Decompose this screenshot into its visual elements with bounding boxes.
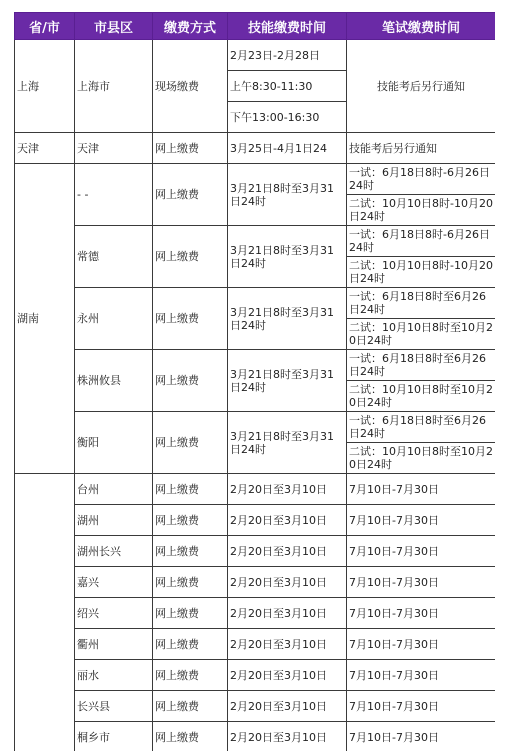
district-cell: 衡阳 [75,412,153,474]
skill-time-cell: 2月20日至3月10日 [228,629,347,660]
written-time-cell: 7月10日-7月30日 [347,629,496,660]
skill-time-cell: 3月25日-4月1日24 [228,133,347,164]
district-cell: 嘉兴 [75,567,153,598]
payment-method-cell: 网上缴费 [153,474,228,505]
written-time-cell: 7月10日-7月30日 [347,660,496,691]
district-cell: 永州 [75,288,153,350]
table-row [15,133,496,164]
district-cell: 桐乡市 [75,722,153,751]
district-cell: 长兴县 [75,691,153,722]
district-cell: 湖州 [75,505,153,536]
skill-time-cell: 2月20日至3月10日 [228,505,347,536]
written-first-cell: 一试：6月18日8时-6月26日24时 [347,164,496,195]
written-time-cell: 7月10日-7月30日 [347,722,496,751]
skill-time-cell: 3月21日8时至3月31日24时 [228,226,347,288]
skill-time-cell: 2月20日至3月10日 [228,660,347,691]
written-first-cell: 一试：6月18日8时-6月26日24时 [347,226,496,257]
payment-method-cell: 网上缴费 [153,288,228,350]
table-row [15,350,496,381]
province-cell [15,474,75,751]
payment-method-cell: 网上缴费 [153,660,228,691]
payment-method-cell: 网上缴费 [153,598,228,629]
table-row [15,629,496,660]
written-first-cell: 一试：6月18日8时至6月26日24时 [347,350,496,381]
table-row [15,505,496,536]
written-first-cell: 一试：6月18日8时至6月26日24时 [347,412,496,443]
payment-method-cell: 网上缴费 [153,350,228,412]
payment-method-cell: 网上缴费 [153,722,228,751]
header-district: 市县区 [75,13,153,40]
table-row [15,722,496,751]
table-row [15,40,496,71]
fee-schedule-table [14,12,495,751]
written-time-cell: 7月10日-7月30日 [347,567,496,598]
district-cell: 常德 [75,226,153,288]
payment-method-cell: 网上缴费 [153,226,228,288]
payment-method-cell: 网上缴费 [153,164,228,226]
skill-time-cell: 2月20日至3月10日 [228,691,347,722]
skill-time-cell: 上午8:30-11:30 [228,71,347,102]
skill-time-cell: 3月21日8时至3月31日24时 [228,350,347,412]
written-second-cell: 二试：10月10日8时-10月20日24时 [347,195,496,226]
province-cell: 湖南 [15,164,75,474]
payment-method-cell: 网上缴费 [153,536,228,567]
skill-time-cell: 2月20日至3月10日 [228,567,347,598]
written-second-cell: 二试：10月10日8时-10月20日24时 [347,257,496,288]
table-row [15,412,496,443]
district-cell: - - [75,164,153,226]
written-second-cell: 二试：10月10日8时至10月20日24时 [347,381,496,412]
table-row [15,226,496,257]
district-cell: 台州 [75,474,153,505]
table-row [15,567,496,598]
skill-time-cell: 2月20日至3月10日 [228,722,347,751]
written-time-cell: 7月10日-7月30日 [347,536,496,567]
table-row [15,691,496,722]
written-time-cell: 7月10日-7月30日 [347,691,496,722]
written-second-cell: 二试：10月10日8时至10月20日24时 [347,319,496,350]
skill-time-cell: 2月20日至3月10日 [228,474,347,505]
payment-method-cell: 网上缴费 [153,567,228,598]
header-province: 省/市 [15,13,75,40]
payment-method-cell: 网上缴费 [153,133,228,164]
header-written-fee-time: 笔试缴费时间 [347,13,496,40]
table-row [15,474,496,505]
table-row [15,164,496,195]
skill-time-cell: 下午13:00-16:30 [228,102,347,133]
payment-method-cell: 网上缴费 [153,505,228,536]
written-time-cell: 7月10日-7月30日 [347,598,496,629]
written-time-cell: 技能考后另行通知 [347,40,496,133]
payment-method-cell: 网上缴费 [153,629,228,660]
skill-time-cell: 2月23日-2月28日 [228,40,347,71]
header-skill-fee-time: 技能缴费时间 [228,13,347,40]
header-payment-method: 缴费方式 [153,13,228,40]
district-cell: 湖州长兴 [75,536,153,567]
district-cell: 衢州 [75,629,153,660]
table-row [15,598,496,629]
payment-method-cell: 网上缴费 [153,412,228,474]
header-row [15,13,496,40]
written-second-cell: 二试：10月10日8时至10月20日24时 [347,443,496,474]
skill-time-cell: 3月21日8时至3月31日24时 [228,288,347,350]
skill-time-cell: 2月20日至3月10日 [228,536,347,567]
district-cell: 上海市 [75,40,153,133]
payment-method-cell: 现场缴费 [153,40,228,133]
province-cell: 天津 [15,133,75,164]
payment-method-cell: 网上缴费 [153,691,228,722]
district-cell: 丽水 [75,660,153,691]
skill-time-cell: 3月21日8时至3月31日24时 [228,412,347,474]
table-row [15,660,496,691]
skill-time-cell: 3月21日8时至3月31日24时 [228,164,347,226]
table-row [15,288,496,319]
written-time-cell: 技能考后另行通知 [347,133,496,164]
written-time-cell: 7月10日-7月30日 [347,505,496,536]
written-first-cell: 一试：6月18日8时至6月26日24时 [347,288,496,319]
written-time-cell: 7月10日-7月30日 [347,474,496,505]
district-cell: 绍兴 [75,598,153,629]
district-cell: 株洲攸县 [75,350,153,412]
skill-time-cell: 2月20日至3月10日 [228,598,347,629]
fee-schedule-viewport [14,12,495,751]
table-row [15,536,496,567]
province-cell: 上海 [15,40,75,133]
district-cell: 天津 [75,133,153,164]
